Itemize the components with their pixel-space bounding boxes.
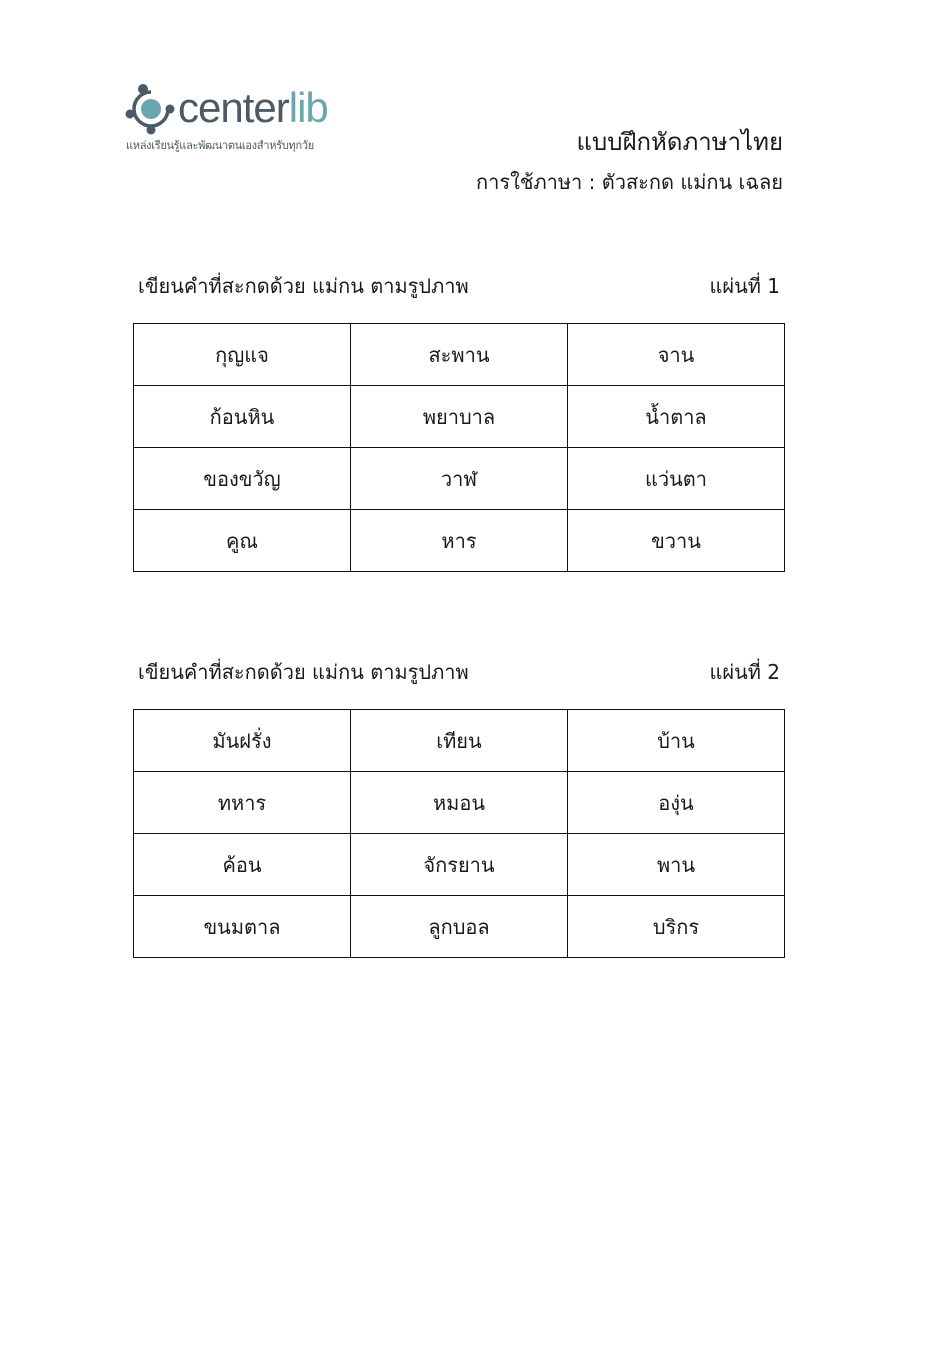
word-cell: บ้าน xyxy=(568,710,785,772)
word-cell: หาร xyxy=(351,510,568,572)
word-cell: ก้อนหิน xyxy=(134,386,351,448)
table-row xyxy=(134,510,785,572)
table-row xyxy=(134,324,785,386)
table-row xyxy=(134,448,785,510)
word-cell: ขวาน xyxy=(568,510,785,572)
word-cell: พาน xyxy=(568,834,785,896)
word-cell: ขนมตาล xyxy=(134,896,351,958)
word-cell: หมอน xyxy=(351,772,568,834)
word-cell: ค้อน xyxy=(134,834,351,896)
table-row xyxy=(134,710,785,772)
word-cell: ทหาร xyxy=(134,772,351,834)
word-cell: มันฝรั่ง xyxy=(134,710,351,772)
brand-tagline: แหล่งเรียนรู้และพัฒนาตนเองสำหรับทุกวัย xyxy=(126,139,314,152)
word-cell: จาน xyxy=(568,324,785,386)
word-cell: องุ่น xyxy=(568,772,785,834)
brand-name-part2: lib xyxy=(288,84,328,131)
document-subtitle: การใช้ภาษา : ตัวสะกด แม่กน เฉลย xyxy=(476,170,783,194)
document-title: แบบฝึกหัดภาษาไทย xyxy=(576,128,783,156)
word-cell: ลูกบอล xyxy=(351,896,568,958)
word-cell: จักรยาน xyxy=(351,834,568,896)
brand-name-part1: center xyxy=(178,84,289,131)
molecule-logo-icon xyxy=(124,82,178,138)
table-row xyxy=(134,834,785,896)
sheet-instruction: เขียนคำที่สะกดด้วย แม่กน ตามรูปภาพ xyxy=(138,660,469,684)
table-row xyxy=(134,772,785,834)
table-row xyxy=(134,896,785,958)
word-cell: แว่นตา xyxy=(568,448,785,510)
word-cell: น้ำตาล xyxy=(568,386,785,448)
sheet-number: แผ่นที่ 1 xyxy=(709,274,780,298)
table-row xyxy=(134,386,785,448)
sheet-number: แผ่นที่ 2 xyxy=(709,660,780,684)
word-cell: กุญแจ xyxy=(134,324,351,386)
word-cell: สะพาน xyxy=(351,324,568,386)
sheet-1-word-table xyxy=(133,323,785,572)
brand-name xyxy=(178,86,328,130)
sheet-instruction: เขียนคำที่สะกดด้วย แม่กน ตามรูปภาพ xyxy=(138,274,469,298)
word-cell: พยาบาล xyxy=(351,386,568,448)
centerlib-logo xyxy=(124,80,374,156)
word-cell: บริกร xyxy=(568,896,785,958)
word-cell: คูณ xyxy=(134,510,351,572)
word-cell: เทียน xyxy=(351,710,568,772)
word-cell: ของขวัญ xyxy=(134,448,351,510)
word-cell: วาฬ xyxy=(351,448,568,510)
sheet-2-word-table xyxy=(133,709,785,958)
